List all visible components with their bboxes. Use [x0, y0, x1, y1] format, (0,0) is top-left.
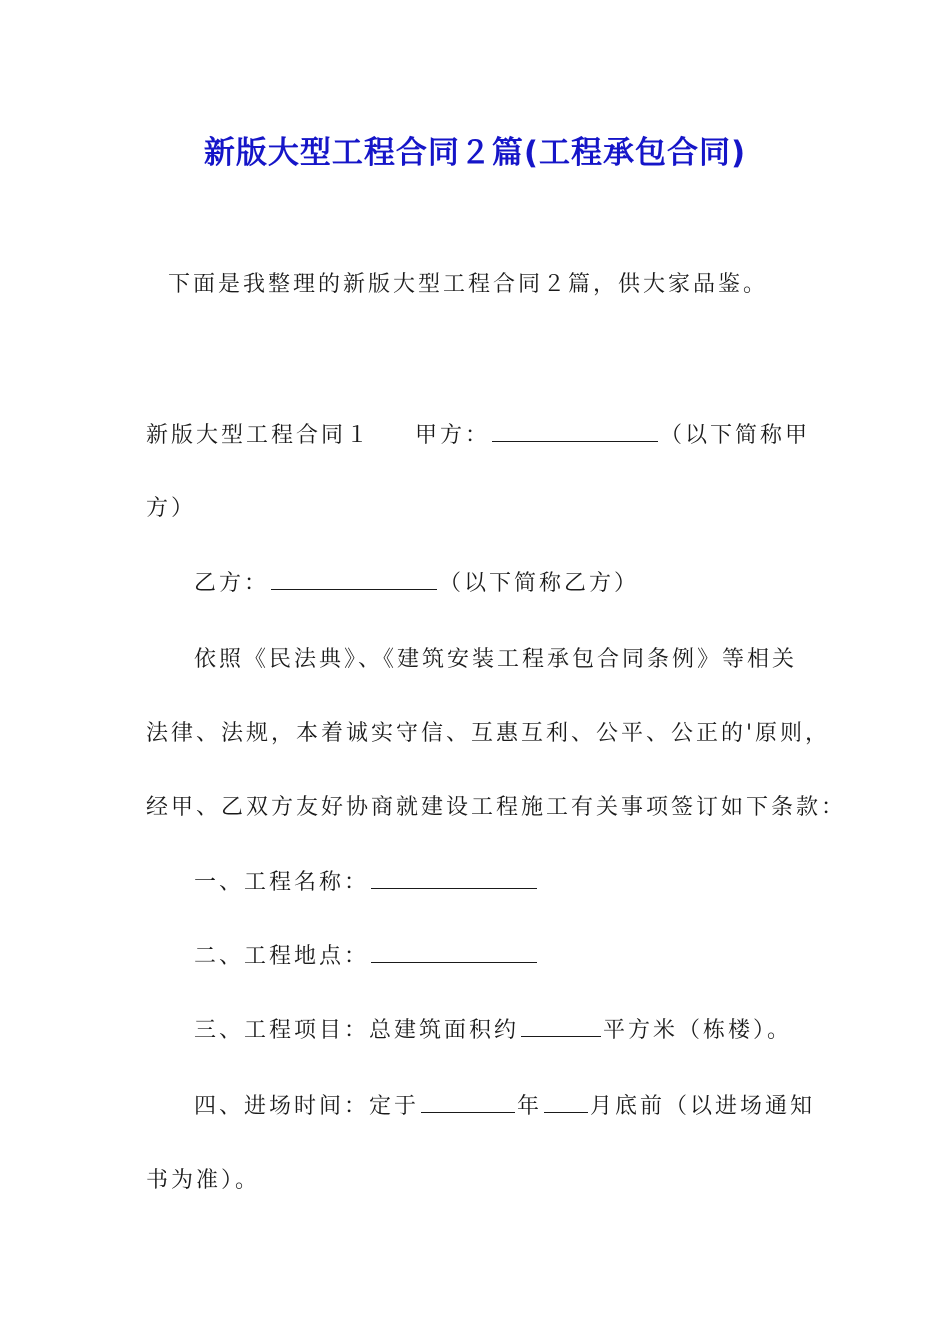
party-a-suffix: （以下简称甲	[660, 423, 811, 448]
item-4-month-blank	[544, 1092, 588, 1113]
contract-heading: 新版大型工程合同１	[146, 423, 372, 448]
party-a-blank	[492, 421, 658, 442]
party-a-suffix-cont: 方）	[146, 496, 197, 521]
item-1-label: 一、工程名称：	[194, 870, 370, 895]
party-b-line	[194, 569, 639, 599]
item-4-suffix: 月底前（以进场通知	[590, 1094, 816, 1119]
item-1-blank	[371, 868, 537, 889]
item-4-year: 年	[517, 1094, 543, 1119]
item-4-year-blank	[421, 1092, 515, 1113]
item-3-suffix: 平方米（栋楼）。	[603, 1018, 793, 1043]
item-3-line	[194, 1016, 792, 1046]
paragraph-line-3: 经甲、乙双方友好协商就建设工程施工有关事项签订如下条款：	[146, 795, 847, 820]
item-3-label: 三、工程项目：总建筑面积约	[194, 1018, 520, 1043]
item-4-line	[194, 1092, 815, 1122]
item-1-line	[194, 868, 539, 898]
item-2-label: 二、工程地点：	[194, 944, 370, 969]
item-4-label: 四、进场时间：定于	[194, 1094, 420, 1119]
party-b-blank	[271, 569, 437, 590]
party-a-label: 甲方：	[415, 423, 491, 448]
paragraph-line-1: 依照《民法典》、《建筑安装工程承包合同条例》等相关	[194, 647, 798, 672]
item-3-blank	[521, 1016, 601, 1037]
party-b-label: 乙方：	[194, 571, 270, 596]
party-b-suffix: （以下简称乙方）	[439, 571, 640, 596]
item-4-cont: 书为准）。	[146, 1168, 261, 1193]
party-a-line	[146, 421, 810, 451]
item-2-line	[194, 942, 539, 972]
paragraph-line-2: 法律、法规，本着诚实守信、互惠互利、公平、公正的'原则，	[146, 721, 831, 746]
document-title: 新版大型工程合同２篇(工程承包合同)	[203, 135, 747, 171]
intro-text: 下面是我整理的新版大型工程合同２篇，供大家品鉴。	[168, 272, 769, 297]
item-2-blank	[371, 942, 537, 963]
